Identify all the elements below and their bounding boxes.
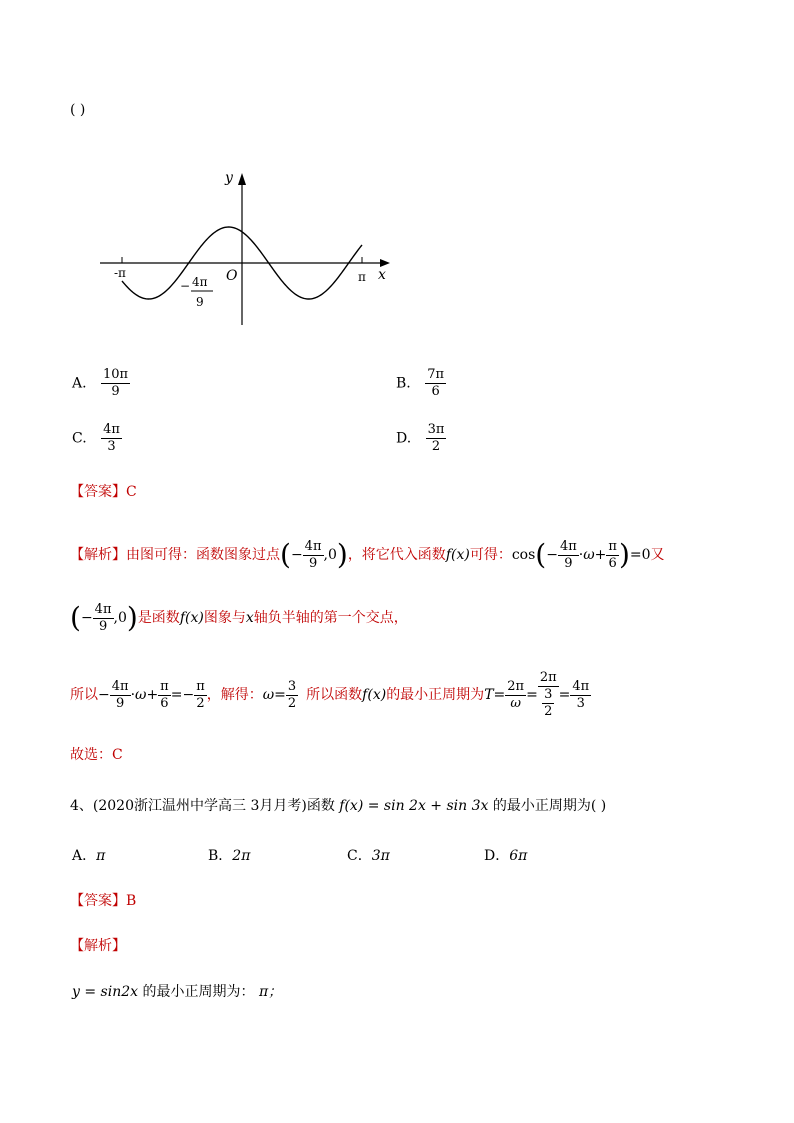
option-num: 7π <box>427 367 445 382</box>
den: 2 <box>544 704 553 719</box>
origin-label: O <box>226 268 238 284</box>
text: 由图可得：函数图象过点 <box>126 547 280 563</box>
omega: ω <box>135 687 147 703</box>
zero-num: 4π <box>192 275 208 289</box>
formula: f(x) = sin 2x + sin 3x <box>339 798 489 814</box>
num: 3 <box>544 687 553 702</box>
text: 所以 <box>70 687 98 703</box>
value: π； <box>258 984 283 1000</box>
text: 轴负半轴的第一个交点， <box>253 610 408 626</box>
num: 4π <box>111 678 129 694</box>
num: 3 <box>287 678 297 694</box>
sine-graph <box>95 165 395 345</box>
fx: f(x) <box>362 687 387 703</box>
num: 4π <box>559 538 577 554</box>
option-den: 6 <box>431 384 440 399</box>
zero-den: 9 <box>196 295 204 309</box>
q4-analysis-tag: 【解析】 <box>70 938 126 954</box>
y-axis-arrow-icon <box>238 173 246 185</box>
option-num: 10π <box>103 367 129 382</box>
text: 所以函数 <box>306 687 363 703</box>
den: 2 <box>196 695 205 711</box>
num: 4π <box>572 678 590 694</box>
paren: ( <box>70 601 81 634</box>
num: π <box>160 678 169 694</box>
omega: ω <box>262 687 275 703</box>
q4-answer <box>70 891 136 911</box>
q3-analysis-line1: 【解析】 由图可得：函数图象过点 ( − $\frac{4\pi}{9}$ , 0 ) ，将它代入函数 f(x) 可得： cos ( − $\frac{4\pi}{9}$ · ω + $\frac{\pi}{6}$ ) = 0 又 <box>70 538 665 571</box>
zero: 0 <box>327 547 337 563</box>
text: 图象与 <box>203 610 246 626</box>
option-letter: B. <box>396 375 411 392</box>
value: 6π <box>509 848 528 864</box>
omega: ω <box>583 547 595 563</box>
num: 4π <box>94 601 112 617</box>
option-letter: C. <box>72 430 87 447</box>
q3-analysis-line2: ( − $\frac{4\pi}{9}$ , 0 ) 是函数 f(x) 图象与 x 轴负半轴的第一个交点， <box>70 601 408 634</box>
fx: f(x) <box>179 610 204 626</box>
q3-analysis-line3: 所以 − $\frac{4\pi}{9}$ · ω + $\frac{\pi}{6}$ = − $\frac{\pi}{2}$ ，解得： ω = $\frac{3}{2}$ 所以函数 f(x) 的最小正周期为 T = $\frac{2\pi}{\omega}$ = $\frac{2\pi}{\frac{3}{2}}$ = $\frac{4\pi}{3}$ <box>70 670 590 719</box>
value: π <box>96 848 106 864</box>
letter: D． <box>484 848 510 864</box>
paren: ( <box>535 538 547 571</box>
text: 又 <box>650 547 665 563</box>
fx: f(x) <box>445 547 470 563</box>
answer-value: C <box>126 484 137 500</box>
q4-option-c[interactable] <box>347 846 390 866</box>
den: ω <box>510 695 521 711</box>
text: 的最小正周期为： <box>142 984 255 1000</box>
option-letter: A. <box>72 375 87 392</box>
x-axis-arrow-icon <box>380 259 390 267</box>
paren: ( <box>280 538 291 571</box>
text: 是函数 <box>137 610 180 626</box>
zero-minus: − <box>180 279 191 293</box>
formula: y = sin2x <box>72 984 139 1000</box>
paren: ) <box>126 601 138 634</box>
value: 3π <box>371 848 390 864</box>
den: 2 <box>287 695 297 711</box>
analysis-tag: 【解析】 <box>70 547 126 563</box>
num: 2π <box>507 678 525 694</box>
zero: 0 <box>641 547 651 563</box>
letter: B． <box>208 848 233 864</box>
option-den: 2 <box>431 439 441 454</box>
option-a[interactable] <box>72 367 130 400</box>
zero: 0 <box>117 610 127 626</box>
option-b[interactable] <box>396 367 446 400</box>
option-num: 4π <box>103 422 120 437</box>
text: 的最小正周期为( ) <box>492 798 607 814</box>
den: 9 <box>564 555 573 571</box>
option-num: 3π <box>427 422 445 437</box>
pi-label: π <box>358 270 366 284</box>
letter: A． <box>72 848 97 864</box>
q4-option-a[interactable] <box>72 846 105 866</box>
num: π <box>196 678 205 694</box>
text: 的最小正周期为 <box>386 687 485 703</box>
option-c[interactable] <box>72 422 122 455</box>
den: 9 <box>116 695 125 711</box>
q3-choose: 故选：C <box>70 747 123 763</box>
den: 6 <box>608 555 617 571</box>
den: 6 <box>160 695 169 711</box>
q4-option-b[interactable] <box>208 846 250 866</box>
den: 9 <box>98 618 108 634</box>
q4-stem <box>70 796 606 816</box>
den: 3 <box>576 695 585 711</box>
option-d[interactable] <box>396 422 446 455</box>
answer-tag: 【答案】 <box>70 484 126 500</box>
text: 4、(2020浙江温州中学高三 3月月考)函数 <box>70 798 335 814</box>
answer-value: B <box>126 893 137 909</box>
option-den: 9 <box>111 384 120 399</box>
num: 2π <box>539 670 557 685</box>
x-label: x <box>378 267 386 283</box>
question-paren: ( ) <box>70 102 86 118</box>
letter: C． <box>347 848 372 864</box>
y-label: y <box>225 170 233 186</box>
T: T <box>484 687 494 703</box>
neg-pi-label: -π <box>114 266 126 280</box>
x: x <box>245 610 254 626</box>
paren: ) <box>618 538 630 571</box>
q3-answer <box>70 482 137 502</box>
q4-analysis-line <box>72 982 282 1002</box>
option-den: 3 <box>107 439 116 454</box>
num: 4π <box>304 538 322 554</box>
paren: ) <box>336 538 348 571</box>
text: ，解得： <box>206 687 263 703</box>
answer-tag: 【答案】 <box>70 893 126 909</box>
q4-option-d[interactable] <box>484 846 527 866</box>
cos: cos <box>511 547 536 563</box>
den: 9 <box>308 555 318 571</box>
text: 可得： <box>469 547 512 563</box>
value: 2π <box>232 848 251 864</box>
option-letter: D. <box>396 430 412 447</box>
num: π <box>608 538 617 554</box>
text: ，将它代入函数 <box>347 547 446 563</box>
